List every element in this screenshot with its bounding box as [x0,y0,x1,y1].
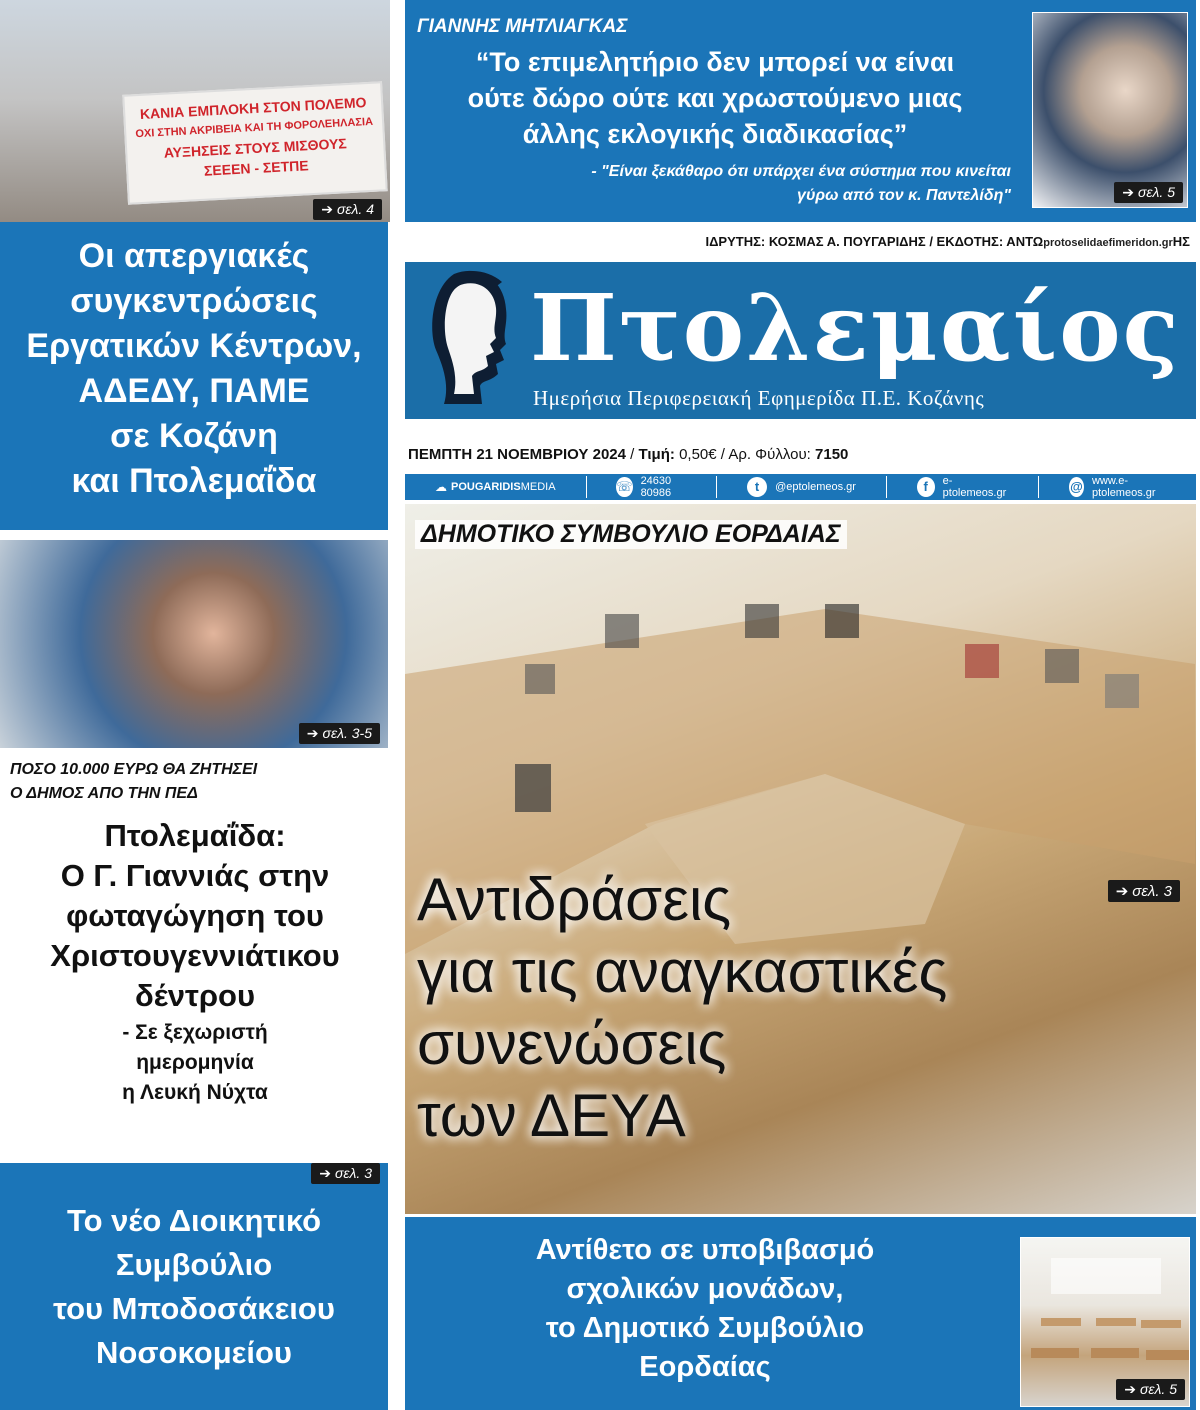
story-author: ΓΙΑΝΝΗΣ ΜΗΤΛΙΑΓΚΑΣ [417,16,628,37]
council-meeting-photo[interactable] [405,504,1196,1214]
page-ref-badge[interactable]: ➔ σελ. 3 [311,1163,380,1184]
story-sub: - "Είναι ξεκάθαρο ότι υπάρχει ένα σύστημα που κινείται γύρω από τον κ. Παντελίδη" [591,163,1011,204]
page-ref-badge[interactable]: ➔ σελ. 5 [1114,182,1183,203]
divider [886,476,887,498]
arrow-right-icon: ➔ [1124,1381,1136,1397]
classroom-photo [1020,1237,1190,1407]
protest-photo [0,0,390,222]
media-brand: ☁ POUGARIDIS MEDIA [435,480,556,494]
divider [1038,476,1039,498]
giannias-story[interactable] [0,758,390,1104]
masthead-subtitle: Ημερήσια Περιφερειακή Εφημερίδα Π.Ε. Κοζάνης [533,386,985,410]
page-ref-badge[interactable]: ➔ σελ. 5 [1116,1379,1185,1400]
story-headline: Πτολεμαΐδα: Ο Γ. Γιαννιάς στην φωταγώγηση του Χριστουγεννιάτικου δέντρου [50,818,340,1013]
arrow-right-icon: ➔ [306,725,319,741]
main-headline: Αντιδράσεις για τις αναγκαστικές συνενώσεις των ΔΕΥΑ [417,866,948,1149]
masthead-title: Πτολεμαίος [530,274,1181,382]
twitter-icon: t [747,477,767,497]
hospital-board-box[interactable]: ➔ σελ. 3 Το νέο Διοικητικό Συμβούλιο του Μποδοσάκειου Νοσοκομείου [0,1163,388,1410]
divider [716,476,717,498]
at-icon: @ [1069,477,1084,497]
protest-banner: ΚΑΝΙΑ ΕΜΠΛΟΚΗ ΣΤΟΝ ΠΟΛΕΜΟ ΟΧΙ ΣΤΗΝ ΑΚΡΙΒΕΙΑ ΚΑΙ ΤΗ ΦΟΡΟΛΕΗΛΑΣΙΑ ΑΥΞΗΣΕΙΣ ΣΤΟΥΣ ΜΙΣΘΟΥΣ ΣΕΕΕΝ - ΣΕΤΠΕ [122,81,387,204]
founder-line: ΙΔΡΥΤΗΣ: ΚΟΣΜΑΣ Α. ΠΟΥΓΑΡΙΔΗΣ / ΕΚΔΟΤΗΣ: ΑΝΤΩprotoselidaefimeridon.grΗΣ [705,234,1190,249]
issue-info: ΠΕΜΠΤΗ 21 ΝΟΕΜΒΡΙΟΥ 2024 / Τιμή: 0,50€ / Αρ. Φύλλου: 7150 [408,446,849,463]
main-kicker: ΔΗΜΟΤΙΚΟ ΣΥΜΒΟΥΛΙΟ ΕΟΡΔΑΙΑΣ [415,520,847,549]
mitliagkas-photo [1032,12,1188,208]
contact-bar [405,474,1196,500]
page-ref-badge[interactable]: ➔ σελ. 4 [313,199,382,220]
giannias-photo [0,540,388,748]
story-kicker: ΠΟΣΟ 10.000 ΕΥΡΩ ΘΑ ΖΗΤΗΣΕΙ Ο ΔΗΜΟΣ ΑΠΟ ΤΗΝ ΠΕΔ [10,761,258,802]
facebook-contact[interactable]: f e-ptolemeos.gr [917,475,1009,499]
divider [586,476,587,498]
web-contact[interactable]: @ www.e-ptolemeos.gr [1070,475,1156,499]
twitter-contact[interactable]: t @eptolemeos.gr [747,477,856,497]
arrow-right-icon: ➔ [1115,883,1129,900]
facebook-icon: f [917,477,935,497]
watermark: protoselidaefimeridon.gr [1043,237,1173,249]
arrow-right-icon: ➔ [319,1165,331,1181]
arrow-right-icon: ➔ [1122,184,1134,200]
phone-contact[interactable]: ☏ 24630 80986 [616,475,672,499]
story-quote: “Το επιμελητήριο δεν μπορεί να είναι ούτε δώρο ούτε και χρωστούμενο μιας άλλης εκλογικής διαδικασίας” [467,47,963,149]
story-headline: Αντίθετο σε υποβιβασμό σχολικών μονάδων, το Δημοτικό Συμβούλιο Εορδαίας [535,1234,875,1383]
page-ref-badge[interactable]: ➔ σελ. 3-5 [299,723,380,744]
ptolemy-head-logo [423,264,525,414]
page-ref-badge[interactable]: ➔ σελ. 3 [1108,880,1180,902]
story-sub: - Σε ξεχωριστή ημερομηνία η Λευκή Νύχτα [122,1021,268,1104]
mitliagkas-story-box[interactable] [405,0,1196,222]
phone-icon: ☏ [616,477,632,497]
masthead[interactable] [405,262,1196,419]
arrow-right-icon: ➔ [321,201,333,217]
school-downgrade-box[interactable] [405,1217,1196,1410]
cloud-logo-icon: ☁ [435,480,447,494]
strike-headline-box[interactable]: Οι απεργιακές συγκεντρώσεις Εργατικών Κέντρων, ΑΔΕΔΥ, ΠΑΜΕ σε Κοζάνη και Πτολεμαΐδα [0,222,388,530]
